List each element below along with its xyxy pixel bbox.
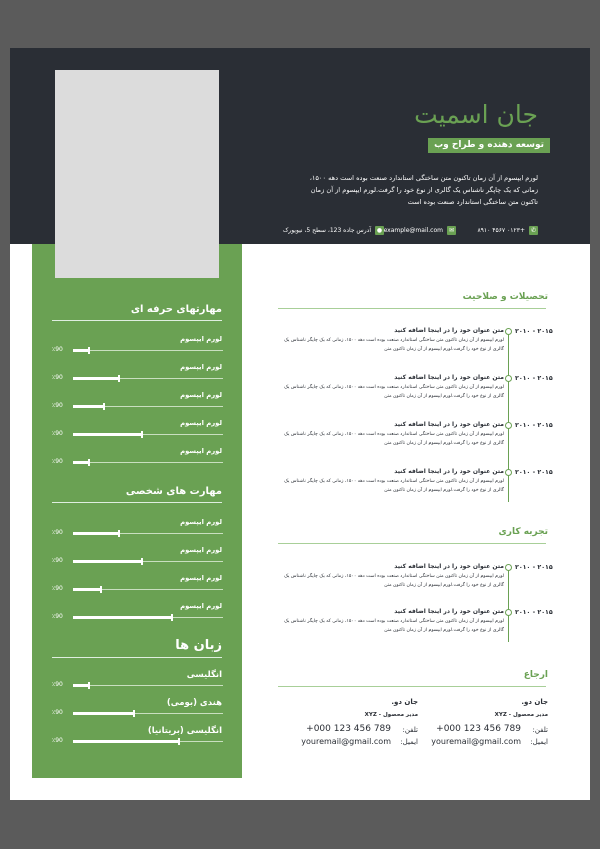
skill-percent: ٪90 — [52, 458, 63, 465]
experience-timeline — [508, 567, 509, 642]
skill-percent: ٪90 — [52, 681, 63, 688]
reference-phone-label: تلفن: — [402, 726, 418, 734]
experience-divider — [278, 543, 546, 544]
person-name: جان اسمیت — [414, 100, 538, 129]
skill-bar-knob — [118, 530, 120, 537]
skill-bar-knob — [141, 431, 143, 438]
skill-bar-track — [73, 713, 223, 714]
personal-skills-title: مهارت های شخصی — [125, 486, 222, 497]
entry-description: لورم ایپسوم از آن زمان تاکنون متن ساختگی استاندارد صنعت بوده است دهه ۱۵۰۰، زمانی که یک چاپگر ناشناس یک گالری از نوع خود را گرفت.لورم ایپسوم از آن زمان تاکنون متن — [284, 432, 504, 446]
skill-label: انگلیسی (بریتانیا) — [147, 726, 222, 736]
reference-name: جان دو. — [391, 698, 418, 706]
skill-percent: ٪90 — [52, 613, 63, 620]
skill-percent: ٪90 — [52, 585, 63, 592]
skill-percent: ٪90 — [52, 402, 63, 409]
timeline-dot — [505, 564, 512, 571]
skill-bar-fill — [73, 616, 171, 619]
entry-date: ۲۰۱۰ - ۲۰۱۵ — [515, 564, 553, 571]
skill-bar-track — [73, 685, 223, 686]
skill-bar-fill — [73, 712, 133, 715]
skill-bar-fill — [73, 461, 88, 464]
summary-text: لورم ایپسوم از آن زمان تاکنون متن ساختگی استاندارد صنعت بوده است دهه ۱۵۰۰، زمانی که یک چاپگر ناشناس یک گالری از نوع خود را گرفت.لورم ایپسوم از آن زمان تاکنون متن ساختگی استاندارد صنعت بوده است — [309, 174, 538, 206]
skill-bar-fill — [73, 588, 100, 591]
entry-title: متن عنوان خود را در اینجا اضافه کنید — [394, 563, 504, 570]
timeline-dot — [505, 422, 512, 429]
skill-label: لورم ایپسوم — [180, 447, 222, 455]
skill-bar-fill — [73, 560, 141, 563]
entry-title: متن عنوان خود را در اینجا اضافه کنید — [394, 608, 504, 615]
skill-bar-track — [73, 533, 223, 534]
skill-percent: ٪90 — [52, 557, 63, 564]
languages-title: زبان ها — [175, 638, 222, 653]
timeline-dot — [505, 375, 512, 382]
reference-email-label: ایمیل: — [400, 738, 418, 746]
timeline-dot — [505, 609, 512, 616]
reference-email: youremail@gmail.com — [301, 737, 391, 746]
entry-title: متن عنوان خود را در اینجا اضافه کنید — [394, 421, 504, 428]
contact-phone — [477, 226, 538, 235]
professional-skills-title: مهارتهای حرفه ای — [130, 304, 222, 315]
skill-bar-fill — [73, 532, 118, 535]
professional-skills-divider — [52, 320, 222, 321]
skill-bar-knob — [178, 738, 180, 745]
skill-bar-fill — [73, 684, 88, 687]
skill-label: لورم ایپسوم — [180, 419, 222, 427]
skill-bar-knob — [88, 347, 90, 354]
entry-description: لورم ایپسوم از آن زمان تاکنون متن ساختگی استاندارد صنعت بوده است دهه ۱۵۰۰، زمانی که یک چاپگر ناشناس یک گالری از نوع خود را گرفت.لورم ایپسوم از آن زمان تاکنون متن — [284, 619, 504, 633]
reference-name: جان دو. — [521, 698, 548, 706]
reference-phone-label: تلفن: — [532, 726, 548, 734]
skill-bar-track — [73, 741, 223, 742]
skill-bar-fill — [73, 740, 178, 743]
contact-address — [283, 226, 384, 235]
reference-role: مدیر محصول - XYZ — [364, 712, 418, 718]
skill-percent: ٪90 — [52, 737, 63, 744]
skill-bar-track — [73, 462, 223, 463]
languages-divider — [52, 657, 222, 658]
skill-label: لورم ایپسوم — [180, 363, 222, 371]
education-divider — [278, 308, 546, 309]
entry-date: ۲۰۱۰ - ۲۰۱۵ — [515, 469, 553, 476]
skill-bar-track — [73, 434, 223, 435]
phone-text: +۰۱۲۳ ۴۵۶۷ ۸۹۱۰ — [477, 227, 525, 234]
skill-label: لورم ایپسوم — [180, 391, 222, 399]
references-divider — [278, 686, 546, 687]
skill-bar-knob — [133, 710, 135, 717]
reference-phone: +000 123 456 789 — [436, 724, 521, 734]
skill-percent: ٪90 — [52, 529, 63, 536]
resume-page — [10, 48, 590, 800]
skill-percent: ٪90 — [52, 430, 63, 437]
experience-title: تجربه کاری — [498, 527, 548, 537]
skill-bar-track — [73, 617, 223, 618]
skill-bar-fill — [73, 349, 88, 352]
skill-bar-fill — [73, 377, 118, 380]
skill-bar-knob — [103, 403, 105, 410]
entry-title: متن عنوان خود را در اینجا اضافه کنید — [394, 374, 504, 381]
entry-date: ۲۰۱۰ - ۲۰۱۵ — [515, 609, 553, 616]
skill-percent: ٪90 — [52, 346, 63, 353]
reference-email: youremail@gmail.com — [431, 737, 521, 746]
skill-bar-track — [73, 378, 223, 379]
location-pin-icon: ● — [376, 227, 383, 234]
entry-description: لورم ایپسوم از آن زمان تاکنون متن ساختگی استاندارد صنعت بوده است دهه ۱۵۰۰، زمانی که یک چاپگر ناشناس یک گالری از نوع خود را گرفت.لورم ایپسوم از آن زمان تاکنون متن — [284, 385, 504, 399]
skill-bar-track — [73, 561, 223, 562]
entry-title: متن عنوان خود را در اینجا اضافه کنید — [394, 468, 504, 475]
skill-percent: ٪90 — [52, 709, 63, 716]
entry-date: ۲۰۱۰ - ۲۰۱۵ — [515, 422, 553, 429]
skill-label: لورم ایپسوم — [180, 574, 222, 582]
skill-bar-track — [73, 406, 223, 407]
address-text: آدرس جاده 123، سطح 5، نیویورک — [282, 227, 371, 234]
entry-date: ۲۰۱۰ - ۲۰۱۵ — [515, 375, 553, 382]
skill-label: انگلیسی — [186, 670, 222, 680]
skill-label: لورم ایپسوم — [180, 335, 222, 343]
skill-bar-fill — [73, 405, 103, 408]
reference-role: مدیر محصول - XYZ — [494, 712, 548, 718]
skill-bar-track — [73, 350, 223, 351]
skill-label: هندی (بومی) — [166, 698, 222, 708]
skill-bar-knob — [171, 614, 173, 621]
reference-email-label: ایمیل: — [530, 738, 548, 746]
references-title: ارجاع — [523, 670, 548, 680]
entry-description: لورم ایپسوم از آن زمان تاکنون متن ساختگی استاندارد صنعت بوده است دهه ۱۵۰۰، زمانی که یک چاپگر ناشناس یک گالری از نوع خود را گرفت.لورم ایپسوم از آن زمان تاکنون متن — [284, 574, 504, 588]
entry-description: لورم ایپسوم از آن زمان تاکنون متن ساختگی استاندارد صنعت بوده است دهه ۱۵۰۰، زمانی که یک چاپگر ناشناس یک گالری از نوع خود را گرفت.لورم ایپسوم از آن زمان تاکنون متن — [284, 338, 504, 352]
reference-phone: +000 123 456 789 — [306, 724, 391, 734]
skill-percent: ٪90 — [52, 374, 63, 381]
profile-photo-placeholder — [55, 70, 219, 278]
timeline-dot — [505, 328, 512, 335]
contact-email — [384, 226, 456, 235]
skill-bar-knob — [141, 558, 143, 565]
personal-skills-divider — [52, 502, 222, 503]
skill-bar-knob — [88, 459, 90, 466]
skill-label: لورم ایپسوم — [180, 546, 222, 554]
entry-description: لورم ایپسوم از آن زمان تاکنون متن ساختگی استاندارد صنعت بوده است دهه ۱۵۰۰، زمانی که یک چاپگر ناشناس یک گالری از نوع خود را گرفت.لورم ایپسوم از آن زمان تاکنون متن — [284, 479, 504, 493]
skill-label: لورم ایپسوم — [180, 602, 222, 610]
skill-bar-knob — [100, 586, 102, 593]
mail-icon: ✉ — [448, 227, 455, 234]
entry-title: متن عنوان خود را در اینجا اضافه کنید — [394, 327, 504, 334]
skill-bar-knob — [118, 375, 120, 382]
job-title-badge: توسعه دهنده و طراح وب — [428, 138, 550, 153]
skill-bar-knob — [88, 682, 90, 689]
email-text: example@mail.com — [383, 227, 443, 234]
education-timeline — [508, 331, 509, 502]
timeline-dot — [505, 469, 512, 476]
skill-bar-fill — [73, 433, 141, 436]
entry-date: ۲۰۱۰ - ۲۰۱۵ — [515, 328, 553, 335]
skill-bar-track — [73, 589, 223, 590]
phone-icon: ✆ — [530, 227, 537, 234]
skill-label: لورم ایپسوم — [180, 518, 222, 526]
education-title: تحصیلات و صلاحیت — [462, 292, 548, 302]
